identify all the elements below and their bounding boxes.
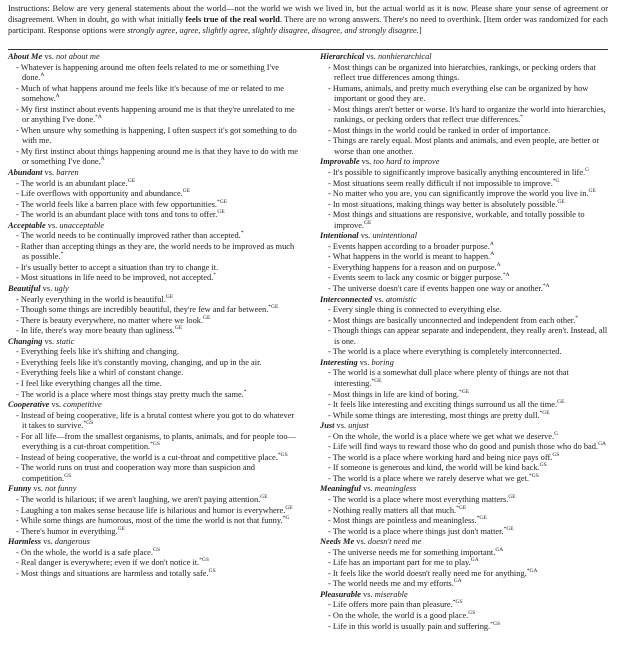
statement-item: - Life has an important part for me to play.$^{GA}$ [328, 557, 479, 568]
statement-code: *GS [199, 557, 209, 564]
statement-item: - Real danger is everywhere; even if we don't notice it.$^{*GS}$ [16, 557, 209, 568]
statement-code: A [100, 156, 105, 163]
instructions-text-3: ] [418, 26, 422, 35]
scale-heading-abundant [8, 168, 298, 179]
statement-code: *A [502, 272, 510, 279]
statement-text: Most things aren't better or worse. It's hard to organize the world into hierarchies, rankings, or pecking orders that reflect true differences. [332, 104, 606, 125]
statement-code: GE [182, 188, 191, 195]
statement-text: The world is a place where most things stay pretty much the same. [20, 389, 244, 399]
statement-code: *GS [490, 620, 500, 627]
statement-text: The universe needs me for something important. [332, 547, 496, 557]
statement-text: On the whole, the world is a good place. [332, 610, 469, 620]
statement-text: What happens in the world is meant to happen. [332, 252, 491, 262]
statement-item: - Humans, animals, and pretty much everything else can be organized by how important or good they are. [328, 83, 589, 104]
statement-text: The world is a place where working hard and being nice pays off. [332, 452, 553, 462]
scale-heading-intentional [320, 231, 610, 242]
statement-item: - Things are rarely equal. Most plants and animals, and even people, are better or worse than one another. [328, 136, 600, 156]
scale-opposite: meaningless [374, 484, 417, 494]
statement-code: GE [557, 399, 565, 406]
statement-item: - Instead of being cooperative, the world is a cut-throat and competitive place.$^{*GS}$ [16, 451, 288, 462]
statement-item: - The world is a place where we rarely deserve what we get.$^{*GS}$ [328, 473, 539, 483]
statement-text: In most situations, making things way better is absolutely possible. [332, 199, 558, 209]
scale-vs: vs. [372, 294, 386, 304]
scale-opposite: unacceptable [59, 220, 105, 230]
statement-text: Events happen according to a broader purpose. [332, 241, 490, 251]
statement-item: - The world is a place where most things stay pretty much the same.* [16, 388, 247, 399]
statement-text: The world is a place where we rarely deserve what we get. [332, 473, 529, 483]
statement-code: *GE [503, 525, 514, 532]
statement-code: * [243, 388, 247, 395]
scale-title: Changing [8, 336, 43, 346]
statement-item: - Everything feels like it's constantly moving, changing, and up in the air. [16, 357, 262, 367]
scale-opposite: dangerous [54, 537, 90, 547]
statement-text: Everything feels like it's constantly moving, changing, and up in the air. [20, 357, 262, 367]
statement-item: - The world feels like a barren place with few opportunities.$^{*GE}$ [16, 198, 228, 209]
statement-item: - In most situations, making things way better is absolutely possible.$^{GE}$ [328, 198, 565, 209]
statement-code: * [213, 272, 216, 279]
statement-text: Life has an important part for me to play. [332, 558, 471, 568]
statement-code: GA [453, 578, 462, 585]
divider-top [8, 49, 608, 50]
scale-opposite: unjust [348, 421, 369, 431]
scale-vs: vs. [360, 589, 375, 599]
statement-text: Instead of being cooperative, the world is a cut-throat and competitive place. [20, 452, 278, 462]
statement-code: *GE [371, 378, 382, 385]
statement-item: - If someone is generous and kind, the world will be kind back.$^{GS}$ [328, 462, 547, 473]
statement-item: - On the whole, the world is a place where we get what we deserve.$^G$ [328, 430, 559, 441]
statement-code: GS [153, 546, 161, 553]
statement-code: *G [552, 177, 560, 184]
statement-text: While some things are humorous, most of the time the world is not that funny. [20, 516, 283, 526]
scale-title: Intentional [320, 231, 359, 241]
statement-text: Most things are basically unconnected and independent from each other. [332, 315, 576, 325]
statement-item: - Though things can appear separate and independent, they really aren't. Instead, all is one. [328, 326, 608, 346]
scale-opposite: boring [371, 357, 394, 367]
statement-text: Everything feels like a whirl of constant change. [20, 368, 184, 378]
scale-title: Acceptable [8, 220, 46, 230]
statement-text: My first instinct about events happening around me is that they're unrelated to me or anything I've done. [20, 104, 295, 125]
statement-item: - The world is hilarious; if we aren't laughing, we aren't paying attention.$^{GE}$ [16, 494, 268, 504]
statement-code: GS [552, 451, 560, 458]
statement-item: - It's possible to significantly improve basically anything encountered in life.$^G$ [328, 167, 590, 178]
scale-heading-funny [8, 484, 298, 495]
statement-item: - Most things and situations are responsive, workable, and totally possible to improve.$^{GE}$ [328, 210, 585, 230]
statement-text: Instead of being cooperative, life is a brutal contest where you got to do whatever it takes to survive. [20, 410, 295, 431]
scale-heading-hierarchical [320, 52, 610, 63]
instructions-text-2: . There are no wrong answers. There's no need to overthink. [Item order was randomized for each participant. Response options were [8, 15, 608, 35]
statement-item: - Laughing a ton makes sense because life is hilarious and humor is everywhere.$^{GE}$ [16, 504, 293, 515]
scale-heading-changing [8, 337, 298, 348]
statement-text: There is beauty everywhere, no matter where we look. [20, 315, 204, 325]
statement-item: - Most situations seem really difficult if not impossible to improve.$^{*G}$ [328, 177, 560, 188]
scale-vs: vs. [360, 484, 375, 494]
statement-item: - Life offers more pain than pleasure.$^{*GS}$ [328, 599, 463, 610]
scale-vs: vs. [358, 231, 373, 241]
statement-code: *GA [526, 568, 538, 574]
statement-code: *GE [217, 198, 228, 205]
scale-heading-interconnected [320, 295, 610, 306]
statement-item: - Everything feels like it's shifting and changing. [16, 347, 179, 357]
statement-code: GE [127, 177, 136, 184]
statement-item: - Most things are pointless and meaningless.$^{*GE}$ [328, 515, 487, 526]
scale-heading-needs-me [320, 537, 610, 548]
statement-text: It's usually better to accept a situation than try to change it. [20, 262, 219, 272]
statement-item: - Most things can be organized into hierarchies, rankings, or pecking orders that reflect true differences among things. [328, 62, 596, 83]
statement-code: *GS [529, 473, 539, 480]
scale-opposite: competitive [63, 400, 102, 410]
scale-title: Hierarchical [320, 52, 365, 61]
statement-text: Life will find ways to reward those who do good and punish those who do bad. [332, 442, 599, 452]
statement-text: Most things can be organized into hierarchies, rankings, or pecking orders that reflect true differences among things. [332, 62, 596, 83]
statement-text: The world is a place where everything is completely interconnected. [332, 347, 562, 357]
statement-text: The world runs on trust and cooperation way more than suspicion and competition. [20, 463, 255, 483]
scale-title: Interesting [320, 357, 358, 367]
response-options: strongly agree, agree, slightly agree, slightly disagree, disagree, and strongly disagree. [127, 26, 419, 35]
statement-code: A [55, 93, 60, 100]
statement-text: If someone is generous and kind, the world will be kind back. [332, 463, 540, 473]
statement-code: GA [598, 441, 607, 448]
statement-text: Most situations seem really difficult if not impossible to improve. [332, 178, 553, 188]
statement-code: GE [203, 314, 211, 321]
scale-opposite: atomistic [385, 294, 417, 304]
statement-text: I feel like everything changes all the time. [20, 378, 162, 388]
scale-vs: vs. [359, 157, 374, 167]
statement-code: *GS [452, 599, 463, 606]
statement-text: Though some things are incredibly beautiful, they're few and far between. [20, 305, 269, 315]
scale-opposite: too hard to improve [373, 157, 440, 167]
statement-text: For all life—from the smallest organisms, to plants, animals, and for people too—everything is a cut-throat competition. [20, 431, 296, 452]
statement-code: GE [174, 325, 183, 332]
statement-item: - The world needs to be continually improved rather than accepted.* [16, 230, 244, 241]
statement-code: GE [285, 504, 293, 511]
statement-text: Most things in life are kind of boring. [332, 389, 459, 399]
scale-title: Abundant [8, 168, 43, 178]
statement-item: - Whatever is happening around me often feels related to me or something I've done.$^A$ [16, 62, 279, 83]
instructions-emphasis: feels true of the real world [185, 15, 280, 24]
statement-text: Most things and situations are responsive, workable, and totally possible to improve. [332, 210, 585, 230]
statement-item: - The world is an abundant place with tons and tons to offer.$^{GE}$ [16, 209, 225, 220]
statement-text: Life overflows with opportunity and abundance. [20, 189, 183, 199]
statement-text: On the whole, the world is a place where we get what we deserve. [332, 431, 555, 441]
instructions-paragraph [8, 3, 608, 36]
scale-heading-about-me [8, 52, 298, 63]
statement-item: - It feels like interesting and exciting things surround us all the time.$^{GE}$ [328, 399, 565, 410]
statement-text: The world is an abundant place. [20, 178, 128, 188]
statement-code: GA [470, 557, 479, 564]
statement-code: GE [260, 494, 268, 501]
statement-item: - Rather than accepting things as they are, the world needs to be improved as much as possible.* [16, 241, 295, 262]
scale-opposite: barren [56, 168, 79, 178]
statement-item: - While some things are interesting, most things are pretty dull.$^{*GE}$ [328, 409, 550, 420]
statement-code: * [240, 230, 244, 237]
statement-item: - There's humor in everything.$^{GE}$ [16, 525, 125, 536]
statement-item: - The world is an abundant place.$^{GE}$ [16, 177, 136, 188]
statement-text: The universe doesn't care if events happen one way or another. [332, 284, 543, 294]
statement-item: - Most situations in life need to be improved, not accepted.* [16, 272, 216, 283]
statement-item: - On the whole, the world is a good place.$^{GS}$ [328, 610, 476, 620]
statement-item: - Life overflows with opportunity and abundance.$^{GE}$ [16, 188, 191, 199]
statement-text: It feels like the world doesn't really need me for anything. [332, 568, 527, 578]
scale-heading-beautiful [8, 284, 298, 295]
statement-text: Nearly everything in the world is beautiful. [20, 294, 166, 304]
statement-text: My first instinct about things happening around me is that they have to do with me or something I've done. [20, 146, 298, 167]
scale-opposite: not funny [45, 484, 77, 494]
scale-vs: vs. [45, 220, 60, 230]
statement-code: GE [165, 293, 174, 300]
scale-opposite: unintentional [372, 231, 418, 241]
statement-item: - Much of what happens around me feels like it's because of me or related to me somehow.$^A$ [16, 83, 285, 104]
instructions-text-1: Instructions: Below are very general statements about the world—not the world we wish we lived in, but the actual world as it is now. Please share your sense of agreement or disagreement. When in doubt, go with what initially [8, 4, 608, 24]
scale-heading-improvable [320, 157, 610, 168]
statement-item: - There is beauty everywhere, no matter where we look.$^{GE}$ [16, 314, 211, 325]
scale-opposite: nonhierarchical [377, 52, 432, 61]
statement-item: - Most things in the world could be ranked in order of importance. [328, 125, 551, 135]
scale-vs: vs. [364, 52, 378, 61]
statement-item: - Instead of being cooperative, life is a brutal contest where you got to do whatever it takes to survive.$^{*GS}$ [16, 410, 295, 431]
statement-text: It feels like interesting and exciting things surround us all the time. [332, 400, 558, 410]
statement-code: A [40, 72, 45, 79]
statement-code: *GE [456, 504, 467, 511]
statement-item: - Every single thing is connected to everything else. [328, 305, 502, 315]
statement-text: It's possible to significantly improve basically anything encountered in life. [332, 168, 586, 178]
scale-title: Needs Me [320, 537, 355, 547]
statement-code: GS [64, 473, 72, 480]
statement-code: *GE [458, 388, 470, 395]
scale-heading-pleasurable [320, 590, 610, 601]
scale-title: Just [320, 421, 335, 431]
statement-item: - Everything feels like a whirl of constant change. [16, 368, 184, 378]
scale-title: Meaningful [320, 484, 361, 494]
statement-text: The world is a place where most everything matters. [332, 494, 509, 504]
statement-code: * [520, 114, 523, 121]
statement-text: Much of what happens around me feels like it's because of me or related to me somehow. [20, 83, 285, 104]
statement-code: GS [468, 610, 476, 617]
scale-heading-interesting [320, 358, 610, 369]
scale-title: Cooperative [8, 400, 50, 410]
statement-item: - The universe needs me for something important.$^{GA}$ [328, 546, 504, 557]
statement-code: G [585, 167, 590, 174]
statement-text: On the whole, the world is a safe place. [20, 547, 153, 557]
scale-title: About Me [8, 52, 43, 61]
statement-text: The world is an abundant place with tons and tons to offer. [20, 210, 218, 220]
statement-item: - When unsure why something is happening, I often suspect it's got something to do with me. [16, 125, 297, 146]
statement-item: - For all life—from the smallest organisms, to plants, animals, and for people too—everything is a cut-throat competition.$^{*GS}$ [16, 431, 296, 452]
statement-item: - The world is a place where things just don't matter.$^{*GE}$ [328, 525, 514, 536]
statement-code: A [489, 241, 494, 248]
statement-text: When unsure why something is happening, I often suspect it's got something to do with me. [20, 125, 297, 146]
statement-text: Most things in the world could be ranked in order of importance. [332, 125, 551, 135]
statement-item: - Life in this world is usually pain and suffering.$^{*GS}$ [328, 620, 500, 631]
statement-item: - My first instinct about events happening around me is that they're unrelated to me or anything I've done.$^{*A}$ [16, 104, 295, 125]
statement-item: - No matter who you are, you can significantly improve the world you live in.$^{GE}$ [328, 188, 596, 199]
statement-code: *GE [476, 515, 487, 522]
statement-item: - I feel like everything changes all the time. [16, 378, 162, 388]
statement-text: In life, there's way more beauty than ugliness. [20, 326, 175, 336]
statement-code: *A [542, 283, 550, 290]
statement-text: The world feels like a barren place with few opportunities. [20, 199, 218, 209]
statement-code: A [496, 262, 501, 269]
statement-item: - It's usually better to accept a situation than try to change it. [16, 262, 219, 272]
statement-code: GS [208, 568, 216, 574]
scale-vs: vs. [42, 168, 57, 178]
statement-text: There's humor in everything. [20, 526, 118, 536]
statement-item: - Life will find ways to reward those who do good and punish those who do bad.$^{GA}$ [328, 441, 607, 452]
statement-code: GE [557, 198, 565, 205]
statement-item: - The world runs on trust and cooperation way more than suspicion and competition.$^{GS}$ [16, 463, 255, 483]
statement-item: - Nearly everything in the world is beautiful.$^{GE}$ [16, 293, 174, 304]
statement-text: Events seem to lack any cosmic or bigger purpose. [332, 273, 503, 283]
statement-item: - Nothing really matters all that much.$^{*GE}$ [328, 504, 467, 515]
scale-opposite: doesn't need me [367, 537, 422, 547]
scale-heading-acceptable [8, 221, 298, 232]
statement-code: GS [539, 462, 547, 469]
statement-text: No matter who you are, you can significantly improve the world you live in. [332, 189, 589, 199]
statement-text: While some things are interesting, most things are pretty dull. [332, 410, 540, 420]
scale-title: Funny [8, 484, 32, 494]
scale-vs: vs. [41, 537, 55, 547]
statement-text: Life offers more pain than pleasure. [332, 600, 453, 610]
statement-item: - Most things aren't better or worse. It's hard to organize the world into hierarchies, rankings, or pecking orders that reflect true differences.* [328, 104, 606, 125]
statement-code: *GS [83, 420, 94, 427]
statement-text: The world needs me and my efforts. [332, 579, 454, 589]
statement-code: *GS [277, 451, 288, 458]
statement-text: Humans, animals, and pretty much everything else can be organized by how important or good they are. [332, 83, 589, 104]
statement-code: * [575, 314, 578, 321]
statement-item: - The world is a place where everything is completely interconnected. [328, 347, 562, 357]
scale-vs: vs. [31, 484, 46, 494]
statement-code: *A [95, 114, 102, 121]
scale-title: Interconnected [320, 294, 373, 304]
scale-opposite: ugly [54, 284, 69, 294]
statement-item: - Most things are basically unconnected and independent from each other.* [328, 314, 578, 325]
statement-text: Everything happens for a reason and on purpose. [332, 262, 497, 272]
statement-item: - What happens in the world is meant to happen.$^A$ [328, 251, 495, 262]
statement-text: Things are rarely equal. Most plants and animals, and even people, are better or worse than one another. [332, 136, 600, 156]
scale-vs: vs. [357, 357, 372, 367]
statement-item: - Most things in life are kind of boring.$^{*GE}$ [328, 388, 470, 399]
scale-opposite: not about me [55, 52, 100, 61]
statement-text: The world is a somewhat dull place where plenty of things are not that interesting. [332, 368, 569, 388]
statement-code: GA [495, 546, 504, 553]
statement-code: *G [282, 515, 290, 522]
statement-text: The world is a place where things just don't matter. [332, 526, 504, 536]
statement-item: - The world is a place where most everything matters.$^{GE}$ [328, 494, 516, 504]
statement-text: Most things and situations are harmless and totally safe. [20, 568, 209, 578]
statement-code: *GE [268, 304, 279, 311]
statement-item: - While some things are humorous, most of the time the world is not that funny.$^{*G}$ [16, 515, 290, 526]
statement-item: - Everything happens for a reason and on purpose.$^A$ [328, 262, 501, 272]
statement-item: - Most things and situations are harmless and totally safe.$^{GS}$ [16, 568, 216, 578]
scale-heading-cooperative [8, 400, 298, 411]
statement-code: G [554, 430, 559, 437]
statement-code: A [490, 251, 495, 258]
statement-text: Most things are pointless and meaningless. [332, 516, 477, 526]
statement-item: - The world needs me and my efforts.$^{GA}$ [328, 578, 462, 589]
statement-item: - Events happen according to a broader purpose.$^A$ [328, 241, 494, 251]
statement-item: - The world is a place where working hard and being nice pays off.$^{GS}$ [328, 451, 560, 462]
statement-item: - My first instinct about things happening around me is that they have to do with me or something I've done.$^A$ [16, 146, 298, 167]
scale-heading-meaningful [320, 484, 610, 495]
statement-text: Everything feels like it's shifting and changing. [20, 347, 179, 357]
scale-heading-just [320, 421, 610, 432]
statement-code: GE [364, 219, 372, 226]
statement-text: Every single thing is connected to everything else. [332, 305, 502, 315]
scale-opposite: miserable [374, 589, 408, 599]
scale-title: Harmless [8, 537, 42, 547]
statement-code: *GS [150, 441, 160, 448]
statement-text: The world is hilarious; if we aren't laughing, we aren't paying attention. [20, 494, 261, 504]
statement-item: - The world is a somewhat dull place where plenty of things are not that interesting.$^{*GE}$ [328, 368, 569, 388]
statement-text: Rather than accepting things as they are, the world needs to be improved as much as possible. [20, 241, 295, 262]
left-column [8, 52, 298, 579]
right-column [320, 52, 610, 632]
statement-item: - On the whole, the world is a safe place.$^{GS}$ [16, 546, 161, 557]
statement-item: - Though some things are incredibly beautiful, they're few and far between.$^{*GE}$ [16, 304, 279, 315]
statement-code: GE [117, 525, 125, 532]
scale-vs: vs. [49, 400, 64, 410]
statement-item: - The universe doesn't care if events happen one way or another.$^{*A}$ [328, 283, 550, 294]
statement-text: Life in this world is usually pain and suffering. [332, 621, 491, 631]
statement-text: Real danger is everywhere; even if we don't notice it. [20, 558, 200, 568]
scale-vs: vs. [334, 421, 349, 431]
scale-title: Pleasurable [320, 589, 361, 599]
statement-code: * [60, 251, 64, 258]
scale-vs: vs. [354, 537, 368, 547]
scale-opposite: static [56, 336, 75, 346]
statement-item: - In life, there's way more beauty than ugliness.$^{GE}$ [16, 325, 183, 336]
statement-code: GE [508, 494, 516, 501]
scale-vs: vs. [42, 336, 57, 346]
statement-code: GE [217, 209, 225, 216]
statement-text: The world needs to be continually improved rather than accepted. [20, 231, 241, 241]
scale-vs: vs. [40, 284, 55, 294]
statement-item: - Events seem to lack any cosmic or bigger purpose.$^{*A}$ [328, 272, 510, 283]
statement-text: Most situations in life need to be improved, not accepted. [20, 273, 214, 283]
statement-code: GE [588, 188, 596, 195]
statement-text: Whatever is happening around me often feels related to me or something I've done. [20, 62, 279, 83]
statement-item: - It feels like the world doesn't really need me for anything.$^{*GA}$ [328, 568, 538, 578]
scale-title: Improvable [320, 157, 360, 167]
statement-text: Though things can appear separate and independent, they really aren't. Instead, all is one. [332, 326, 608, 346]
statement-text: Nothing really matters all that much. [332, 505, 457, 515]
statement-code: *GE [539, 409, 550, 416]
statement-text: Laughing a ton makes sense because life is hilarious and humor is everywhere. [20, 505, 286, 515]
scale-title: Beautiful [8, 284, 41, 294]
scale-vs: vs. [42, 52, 56, 61]
